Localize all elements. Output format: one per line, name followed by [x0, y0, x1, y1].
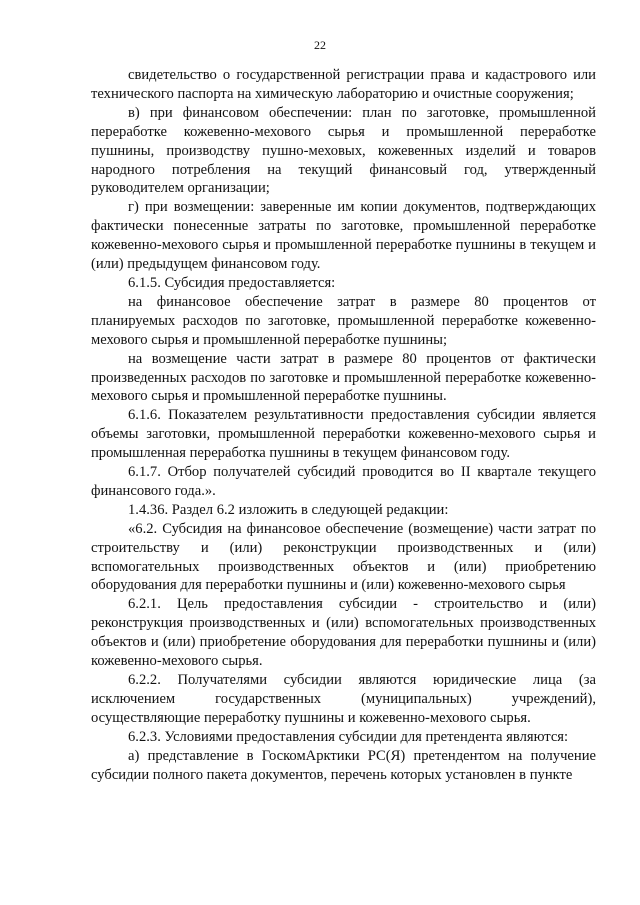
paragraph: на возмещение части затрат в размере 80 процентов от фактически произведенных расходов по заготовке и промышленной переработке кожевенно-мехового сырья и промышленной переработке пушнины. — [91, 350, 596, 405]
paragraph: «6.2. Субсидия на финансовое обеспечение (возмещение) части затрат по строительству и (или) реконструкции производственных и (или) вспомогательных производственных объектов и (или) приобретению оборудования для переработки пушнины и (или) кожевенно-мехового сырья — [91, 520, 596, 594]
paragraph: свидетельство о государственной регистрации права и кадастрового или технического паспорта на химическую лабораторию и очистные сооружения; — [91, 67, 596, 102]
paragraph: 6.1.6. Показателем результативности предоставления субсидии является объемы заготовки, промышленной переработки кожевенно-мехового сырья и промышленная переработка пушнины в текущем финансовом году. — [91, 407, 596, 462]
paragraph: 6.1.5. Субсидия предоставляется: — [128, 274, 336, 291]
page-number: 22 — [314, 38, 326, 52]
paragraph: г) при возмещении: заверенные им копии документов, подтверждающих фактически понесенные затраты по заготовке, промышленной переработке кожевенно-мехового сырья и промышленной переработке пушнины в текущем и (или) предыдущем финансовом году. — [91, 199, 596, 273]
paragraph: в) при финансовом обеспечении: план по заготовке, промышленной переработке кожевенно-мехового сырья и промышленной переработке пушнины, производству пушно-меховых, кожевенных изделий и товаров народного потребления на текущий финансовый год, утвержденный руководителем организации; — [91, 104, 596, 197]
paragraph: 6.2.3. Условиями предоставления субсидии для претендента являются: — [128, 728, 569, 745]
paragraph: 1.4.36. Раздел 6.2 изложить в следующей редакции: — [128, 501, 449, 518]
paragraph: 6.2.1. Цель предоставления субсидии - строительство и (или) реконструкция производственных и (или) вспомогательных производственных объектов и (или) приобретение оборудования для переработки пушнины и (или) кожевенно-мехового сырья. — [91, 596, 596, 670]
paragraph: 6.2.2. Получателями субсидии являются юридические лица (за исключением государственных (муниципальных) учреждений), осуществляющие переработку пушнины и кожевенно-мехового сырья. — [91, 672, 596, 726]
document-body — [91, 66, 596, 784]
paragraph: на финансовое обеспечение затрат в размере 80 процентов от планируемых расходов по заготовке, промышленной переработке кожевенно-мехового сырья и промышленной переработке пушнины; — [91, 293, 596, 348]
paragraph: 6.1.7. Отбор получателей субсидий проводится во II квартале текущего финансового года.». — [91, 464, 596, 499]
paragraph: а) представление в ГоскомАрктики РС(Я) претендентом на получение субсидии полного пакета документов, перечень которых установлен в пункте — [91, 747, 596, 783]
